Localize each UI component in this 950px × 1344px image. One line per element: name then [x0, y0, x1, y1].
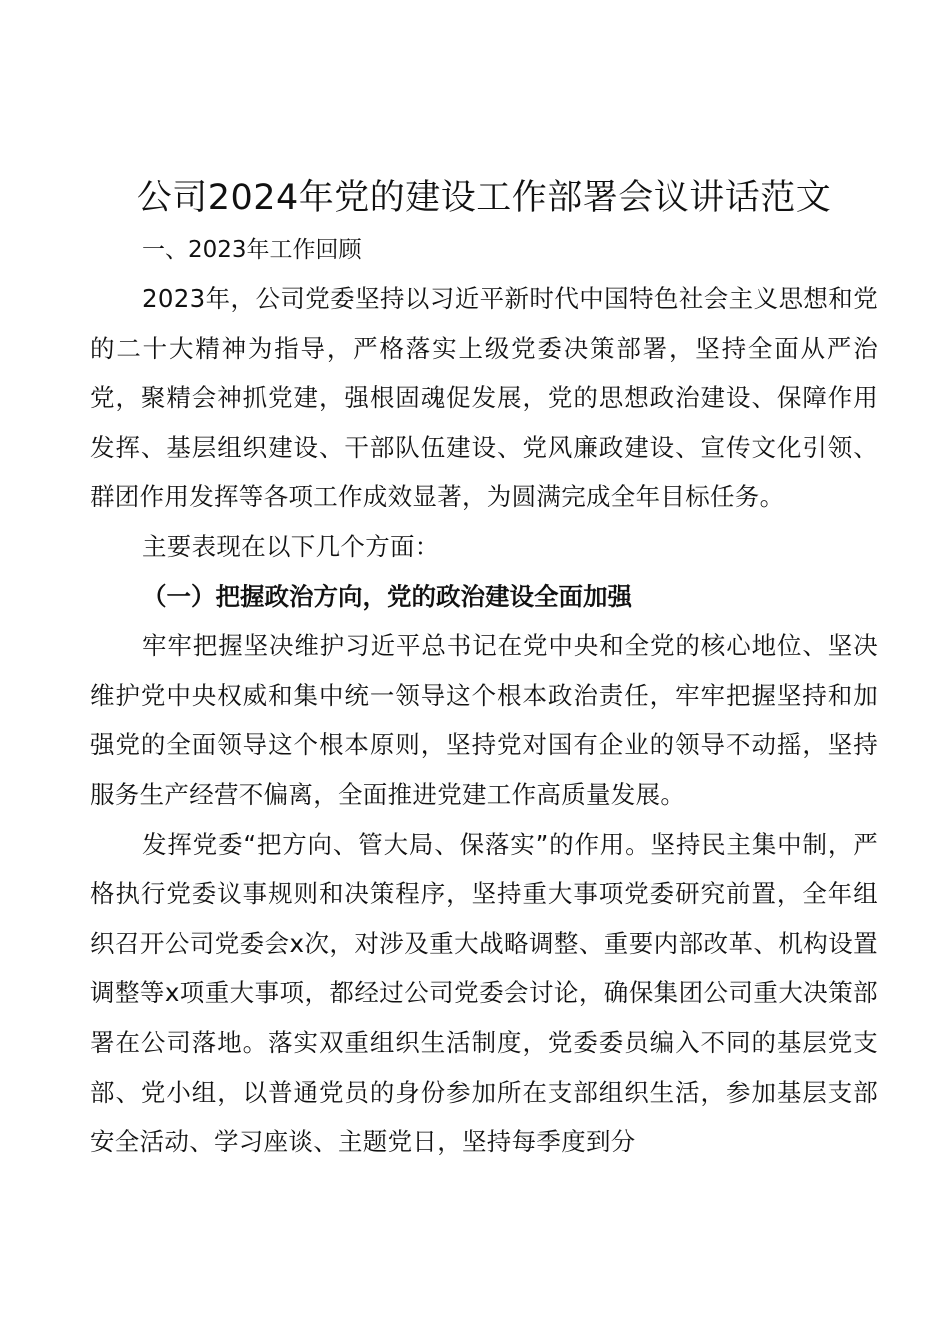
subheading: （一）把握政治方向，党的政治建设全面加强	[142, 581, 632, 611]
paragraph: 主要表现在以下几个方面：	[142, 531, 440, 561]
paragraph: 发挥党委“把方向、管大局、保落实”的作用。坚持民主集中制，严格执行党委议事规则和决策程序，坚持重大事项党委研究前置，全年组织召开公司党委会x次，对涉及重大战略调整、重要内部改革、机构设置调整等x项重大事项，都经过公司党委会讨论，确保集团公司重大决策部署在公司落地。落实双重组织生活制度，党委委员编入不同的基层党支部、党小组，以普通党员的身份参加所在支部组织生活，参加基层支部安全活动、学习座谈、主题党日，坚持每季度到分	[90, 829, 878, 1157]
section-heading: 一、2023年工作回顾	[142, 237, 362, 263]
paragraph: 2023年，公司党委坚持以习近平新时代中国特色社会主义思想和党的二十大精神为指导，严格落实上级党委决策部署，坚持全面从严治党，聚精会神抓党建，强根固魂促发展，党的思想政治建设、保障作用发挥、基层组织建设、干部队伍建设、党风廉政建设、宣传文化引领、群团作用发挥等各项工作成效显著，为圆满完成全年目标任务。	[90, 284, 878, 512]
paragraph: 牢牢把握坚决维护习近平总书记在党中央和全党的核心地位、坚决维护党中央权威和集中统一领导这个根本政治责任，牢牢把握坚持和加强党的全面领导这个根本原则，坚持党对国有企业的领导不动摇，坚持服务生产经营不偏离，全面推进党建工作高质量发展。	[90, 631, 878, 809]
document-title: 公司2024年党的建设工作部署会议讲话范文	[136, 178, 832, 218]
